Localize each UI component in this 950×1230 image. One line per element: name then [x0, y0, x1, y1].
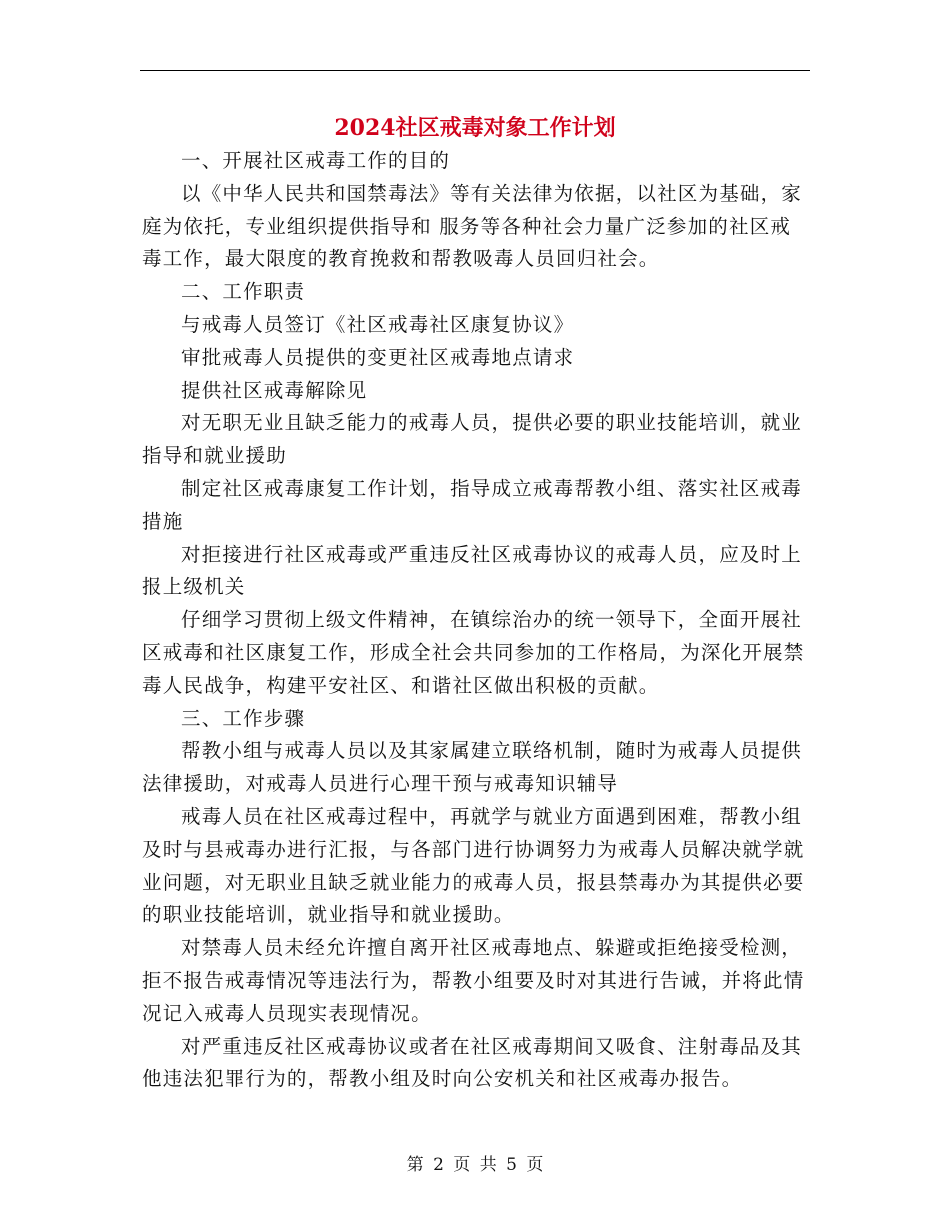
paragraph: 仔细学习贯彻上级文件精神，在镇综治办的统一领导下，全面开展社区戒毒和社区康复工作，形成全社会共同参加的工作格局，为深化开展禁毒人民战争，构建平安社区、和谐社区做出积极的贡献。 [142, 608, 805, 697]
paragraph: 审批戒毒人员提供的变更社区戒毒地点请求 [181, 345, 575, 369]
paragraph: 制定社区戒毒康复工作计划，指导成立戒毒帮教小组、落实社区戒毒措施 [142, 476, 803, 533]
paragraph: 对严重违反社区戒毒协议或者在社区戒毒期间又吸食、注射毒品及其他违法犯罪行为的，帮教小组及时向公安机关和社区戒毒办报告。 [142, 1034, 803, 1091]
paragraph: 帮教小组与戒毒人员以及其家属建立联络机制，随时为戒毒人员提供法律援助，对戒毒人员进行心理干预与戒毒知识辅导 [142, 739, 803, 796]
paragraph: 对禁毒人员未经允许擅自离开社区戒毒地点、躲避或拒绝接受检测，拒不报告戒毒情况等违法行为，帮教小组要及时对其进行告诫，并将此情况记入戒毒人员现实表现情况。 [142, 936, 805, 1025]
document-title: 2024社区戒毒对象工作计划 [334, 115, 616, 141]
paragraph: 对无职无业且缺乏能力的戒毒人员，提供必要的职业技能培训，就业指导和就业援助 [142, 411, 803, 468]
paragraph: 三、工作步骤 [181, 706, 306, 730]
paragraph: 与戒毒人员签订《社区戒毒社区康复协议》 [181, 312, 575, 336]
header-rule [140, 70, 810, 71]
paragraph: 对拒接进行社区戒毒或严重违反社区戒毒协议的戒毒人员，应及时上报上级机关 [142, 542, 803, 599]
paragraph: 以《中华人民共和国禁毒法》等有关法律为依据，以社区为基础，家庭为依托，专业组织提供指导和 服务等各种社会力量广泛参加的社区戒毒工作，最大限度的教育挽救和帮教吸毒人员回归社会。 [142, 181, 803, 271]
paragraph: 戒毒人员在社区戒毒过程中，再就学与就业方面遇到困难，帮教小组及时与县戒毒办进行汇报，与各部门进行协调努力为戒毒人员解决就学就业问题，对无职业且缺乏就业能力的戒毒人员，报县禁毒办为其提供必要的职业技能培训，就业指导和就业援助。 [142, 804, 805, 927]
page-footer: 第 2 页 共 5 页 [406, 1155, 544, 1175]
document-body [142, 145, 810, 1096]
paragraph: 提供社区戒毒解除见 [181, 378, 368, 402]
paragraph: 二、工作职责 [181, 280, 306, 304]
paragraph: 一、开展社区戒毒工作的目的 [181, 149, 451, 172]
